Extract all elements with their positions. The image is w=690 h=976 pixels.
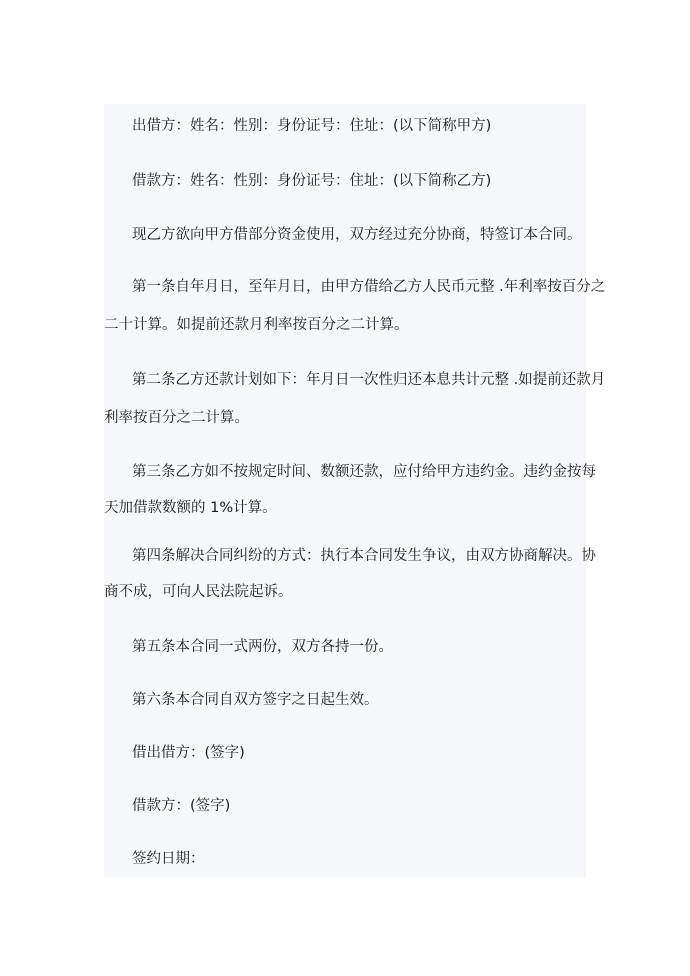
text-line: 天加借款数额的 1%计算。	[104, 500, 277, 516]
text-line: 第六条本合同自双方签字之日起生效。	[132, 692, 379, 708]
text-line: 借出借方：(签字)	[132, 745, 245, 761]
paragraph-article-4	[104, 538, 596, 610]
text-line: 第四条解决合同纠纷的方式：执行本合同发生争议，由双方协商解决。协	[132, 548, 596, 564]
text-line: 二十计算。如提前还款月利率按百分之二计算。	[104, 317, 409, 333]
text-line: 第三条乙方如不按规定时间、数额还款，应付给甲方违约金。违约金按每	[132, 464, 596, 480]
text-line: 第二条乙方还款计划如下：年月日一次性归还本息共计元整 .如提前还款月	[132, 372, 606, 388]
document-page	[104, 104, 606, 878]
paragraph-article-1	[104, 269, 606, 343]
text-line: 出借方：姓名：性别：身份证号：住址：(以下简称甲方)	[132, 118, 492, 134]
text-line: 签约日期：	[132, 851, 205, 867]
signing-date	[104, 841, 586, 877]
paragraph-lender	[104, 108, 586, 144]
text-line: 第一条自年月日，至年月日，由甲方借给乙方人民币元整 .年利率按百分之	[132, 279, 606, 295]
text-line: 现乙方欲向甲方借部分资金使用，双方经过充分协商，特签订本合同。	[132, 227, 582, 243]
text-line: 第五条本合同一式两份，双方各持一份。	[132, 639, 393, 655]
text-line: 借款方：姓名：性别：身份证号：住址：(以下简称乙方)	[132, 173, 492, 189]
paragraph-article-5	[104, 629, 586, 665]
text-line: 利率按百分之二计算。	[104, 410, 249, 426]
paragraph-article-3	[104, 454, 596, 526]
paragraph-borrower	[104, 163, 586, 199]
lender-signature	[104, 735, 586, 771]
text-line: 商不成，可向人民法院起诉。	[104, 584, 293, 600]
paragraph-article-2	[104, 362, 606, 436]
paragraph-article-6	[104, 682, 586, 718]
paragraph-preamble	[104, 217, 586, 253]
text-line: 借款方：(签字)	[132, 798, 231, 814]
borrower-signature	[104, 788, 586, 824]
